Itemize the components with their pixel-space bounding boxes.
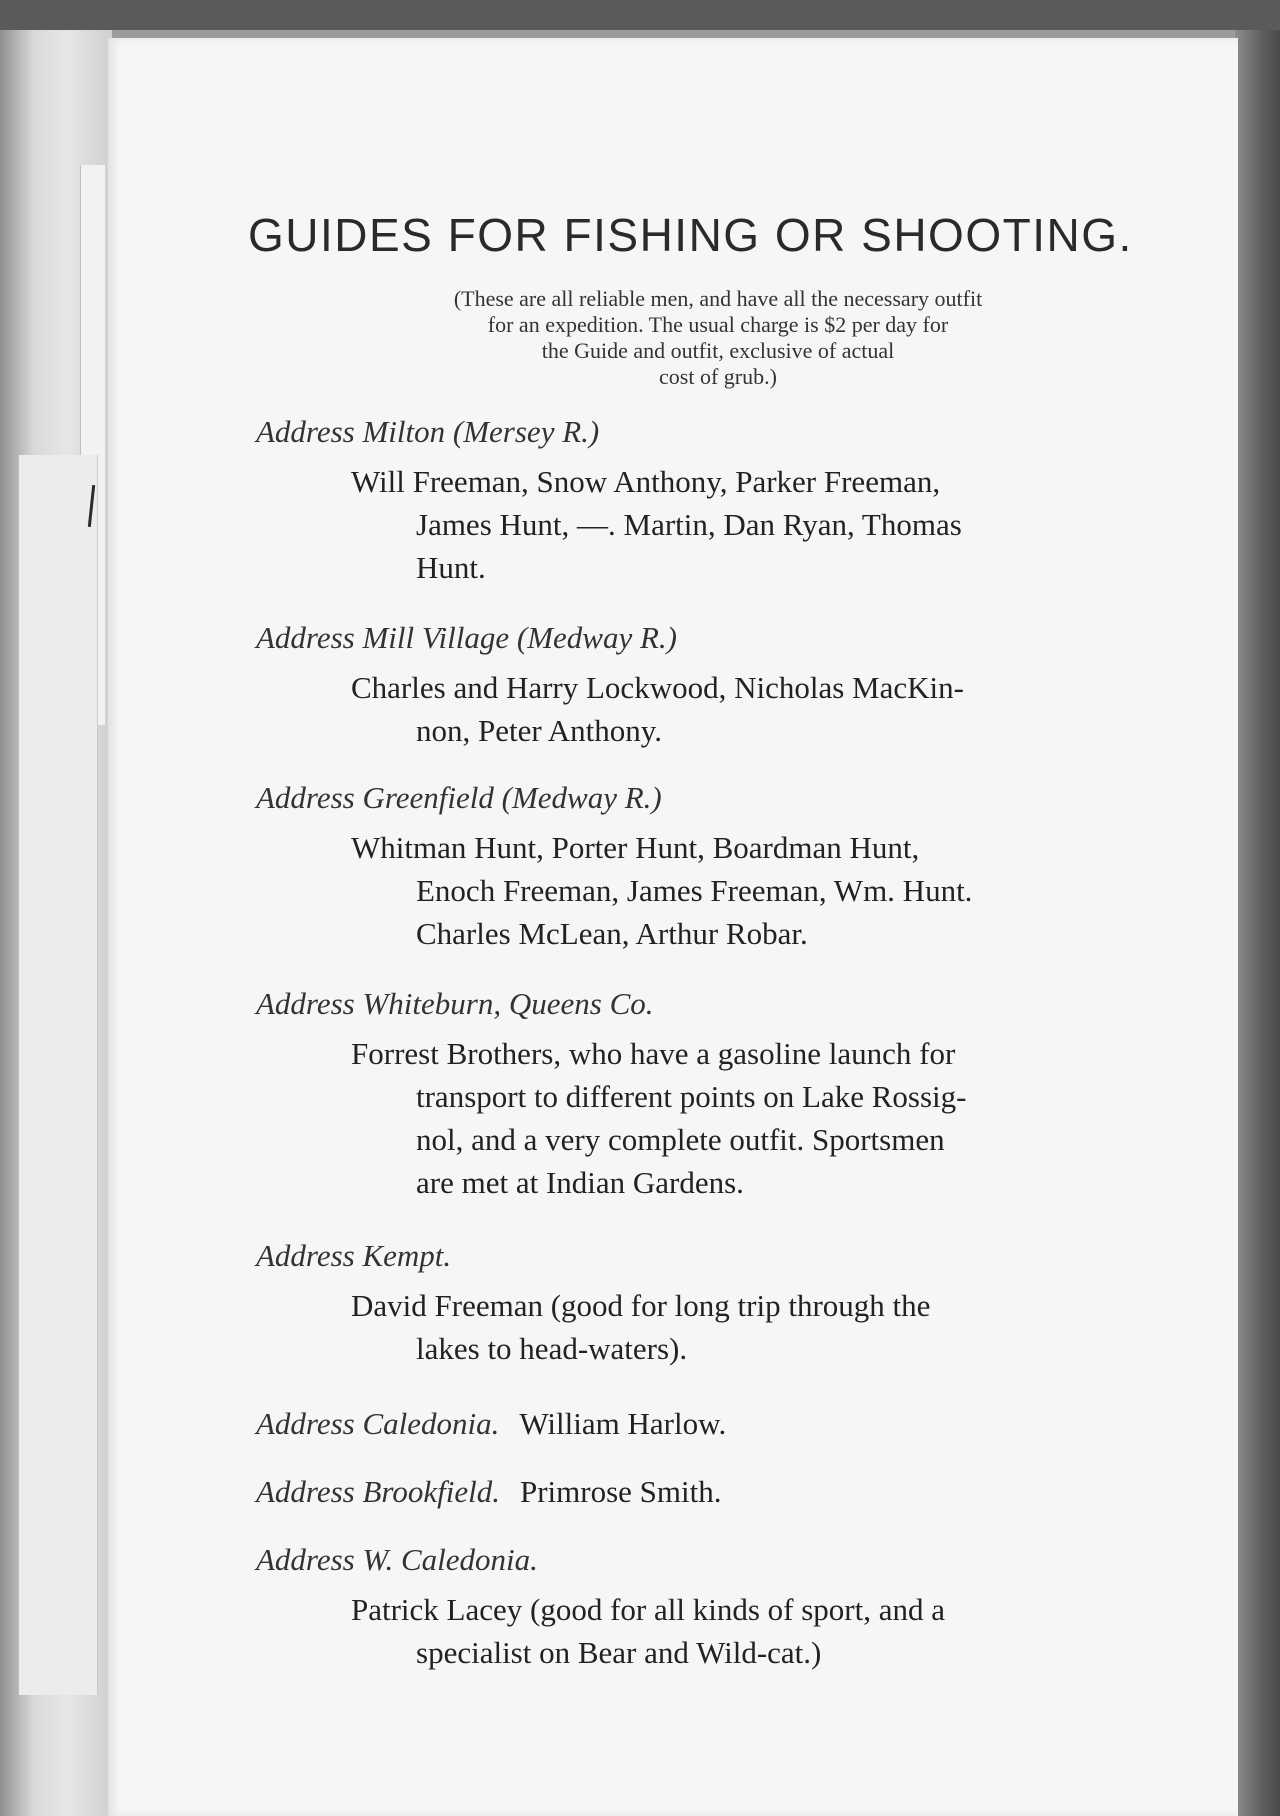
guide-line: Whitman Hunt, Porter Hunt, Boardman Hunt,	[351, 830, 920, 865]
guide-line: James Hunt, —. Martin, Dan Ryan, Thomas	[416, 507, 962, 542]
guide-names	[351, 666, 1256, 752]
guide-line: are met at Indian Gardens.	[416, 1165, 744, 1200]
entry-greenfield	[256, 780, 1256, 955]
note-line: cost of grub.)	[659, 364, 777, 389]
guide-line: Hunt.	[416, 550, 486, 585]
guide-line: Will Freeman, Snow Anthony, Parker Freeman,	[351, 464, 941, 499]
guide-names	[351, 826, 1256, 955]
entry-caledonia	[256, 1406, 1256, 1442]
scan-border-top	[0, 0, 1280, 30]
note-line: (These are all reliable men, and have all the necessary outfit	[453, 286, 983, 311]
guide-line: Enoch Freeman, James Freeman, Wm. Hunt.	[416, 873, 973, 908]
guide-line: lakes to head-waters).	[416, 1331, 688, 1366]
entry-w-caledonia	[256, 1542, 1256, 1674]
guide-name: William Harlow.	[519, 1406, 727, 1441]
guide-name: Primrose Smith.	[519, 1474, 722, 1509]
entry-mill-village	[256, 620, 1256, 752]
entry-brookfield	[256, 1474, 1256, 1510]
guide-line: Forrest Brothers, who have a gasoline launch for	[351, 1036, 956, 1071]
guide-line: David Freeman (good for long trip through the	[351, 1288, 931, 1323]
book-page	[108, 38, 1238, 1816]
note-line: for an expedition. The usual charge is $2 per day for	[487, 312, 949, 337]
guide-line: transport to different points on Lake Rossig-	[416, 1079, 967, 1114]
guide-note	[338, 286, 1098, 390]
guide-names	[351, 1032, 1256, 1204]
address-heading: Address Milton (Mersey R.)	[256, 414, 600, 449]
guide-line: nol, and a very complete outfit. Sportsmen	[416, 1122, 945, 1157]
guide-names	[351, 1588, 1256, 1674]
bookmark-strip	[18, 455, 98, 1695]
address-label: Address Caledonia.	[256, 1406, 500, 1441]
guide-line: non, Peter Anthony.	[416, 713, 662, 748]
page-title: GUIDES FOR FISHING OR SHOOTING.	[248, 209, 1133, 261]
guide-line: Patrick Lacey (good for all kinds of sport, and a	[351, 1592, 945, 1627]
address-heading: Address Greenfield (Medway R.)	[256, 780, 662, 815]
entry-whiteburn	[256, 986, 1256, 1204]
address-heading: Address Kempt.	[256, 1238, 452, 1273]
address-heading	[256, 1474, 1256, 1510]
address-label: Address Brookfield.	[256, 1474, 500, 1509]
guide-line: Charles and Harry Lockwood, Nicholas MacKin-	[351, 670, 964, 705]
note-line: the Guide and outfit, exclusive of actual	[541, 338, 895, 363]
address-heading: Address Mill Village (Medway R.)	[256, 620, 677, 655]
address-heading: Address W. Caledonia.	[256, 1542, 538, 1577]
address-heading	[256, 1406, 1256, 1442]
guide-line: Charles McLean, Arthur Robar.	[416, 916, 808, 951]
entry-milton	[256, 414, 1256, 589]
guide-names	[351, 1284, 1256, 1370]
address-heading: Address Whiteburn, Queens Co.	[256, 986, 654, 1021]
guide-line: specialist on Bear and Wild-cat.)	[416, 1635, 822, 1670]
entry-kempt	[256, 1238, 1256, 1370]
page-content	[108, 38, 1238, 1816]
guide-names	[351, 460, 1256, 589]
